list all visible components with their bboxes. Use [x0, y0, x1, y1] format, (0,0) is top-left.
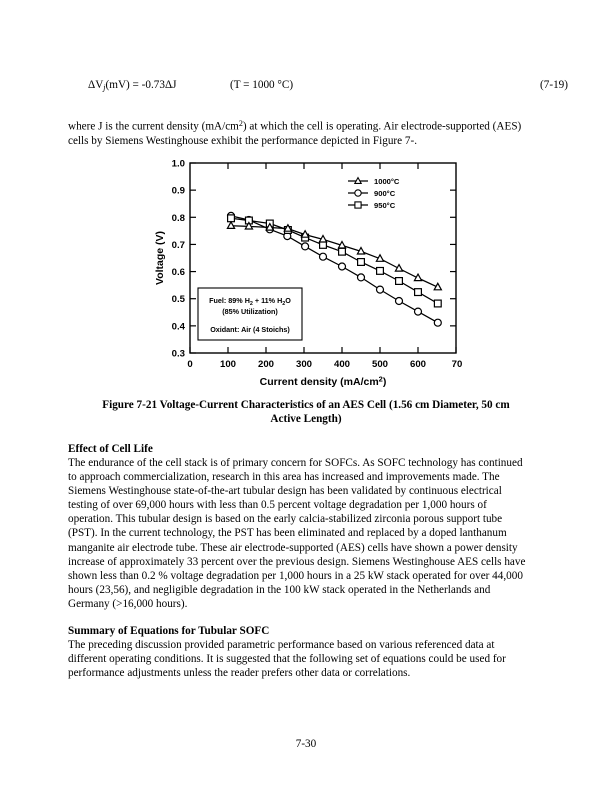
x-tick-label: 500: [371, 359, 389, 370]
y-axis-tick-labels: [172, 159, 186, 360]
section-body-summary-of-equations: The preceding discussion provided parametric performance based on various referenced data at different operating conditions. It is suggested that the following set of equations could be used for performance adjustments unless the reader prefers other data or correlations.: [68, 639, 506, 680]
x-tick-label: 0: [187, 359, 193, 370]
x-tick-label: 300: [295, 359, 313, 370]
legend-label: 950°C: [374, 200, 396, 210]
page-number: 7-30: [295, 738, 317, 750]
chart-legend: [348, 177, 400, 210]
chart-annotation-box: [198, 288, 302, 340]
section-heading-summary-of-equations: Summary of Equations for Tubular SOFC: [68, 625, 270, 637]
y-tick-label: 0.4: [171, 321, 185, 333]
x-tick-label: 100: [219, 359, 237, 370]
legend-label: 900°C: [374, 188, 396, 198]
x-tick-label: 400: [333, 359, 351, 370]
where-clause-superscript: 2: [238, 119, 243, 128]
y-tick-label: 0.5: [171, 294, 185, 306]
where-clause-part-a: where J is the current density (mA/cm: [68, 120, 239, 133]
legend-label: 1000°C: [374, 176, 400, 186]
x-axis-title: Current density $(mA/cm^2)$: [259, 374, 387, 388]
equation-lhs-suffix: (mV) = -0.73ΔJ: [105, 79, 177, 91]
figure-7-21: [150, 155, 462, 392]
paragraph-where-clause: [68, 117, 526, 148]
x-tick-label: 600: [409, 359, 427, 370]
y-axis-title: Voltage (V): [154, 230, 166, 286]
y-tick-label: 0.3: [171, 348, 185, 360]
figure-caption-line-2: Active Length): [270, 413, 342, 426]
y-tick-label: 0.8: [171, 212, 185, 224]
figure-caption: [68, 398, 544, 427]
figure-caption-line-1: Figure 7-21 Voltage-Current Characteristics of an AES Cell (1.56 cm Diameter, 50 cm: [102, 399, 510, 411]
annotation-oxidant-line: Oxidant: Air (4 Stoichs): [210, 325, 290, 334]
page-footer: [0, 738, 612, 750]
x-tick-label: 200: [257, 359, 275, 370]
voltage-current-chart: [150, 155, 462, 392]
equation-lhs-prefix: ΔV: [88, 79, 104, 91]
section-heading-effect-of-cell-life: Effect of Cell Life: [68, 443, 153, 455]
section-body-effect-of-cell-life: The endurance of the cell stack is of primary concern for SOFCs. As SOFC technology has continued to approach commercialization, research in this area has increased and improvements made. The Siemens Westinghouse state-of-the-art tubular design has been validated by continuous electrical testing of over 69,000 hours with less than 0.5 percent voltage degradation per 1,000 hours of operation. This tubular design is based on the early calcia-stabilized zirconia porous support tube (PST). In the current technology, the PST has been eliminated and replaced by a doped lanthanum manganite air electrode tube. These air electrode-supported (AES) cells have shown a power density increase of approximately 33 percent over the previous design. Siemens Westinghouse AES cells have shown less than 0.2 % voltage degradation per 1,000 hours in a 25 kW stack operated for over 44,000 hours (23,56), and negligible degradation in the 100 kW stack operated in the Netherlands and Germany (>16,000 hours).: [68, 457, 526, 610]
where-clause-part-b: ) at which the cell is operating. Air electrode-supported (AES) cells by Siemens Westinghouse exhibit the performance depicted in Figure 7-.: [68, 120, 522, 147]
equation-condition: (T = 1000 °C): [230, 79, 294, 91]
x-tick-label: 70: [451, 359, 462, 370]
equation-number: (7-19): [540, 79, 568, 91]
annotation-fuel-line: Fuel: 89% $H_2 + 11\%$ $H_2O$: [209, 296, 291, 307]
y-tick-label: 1.0: [171, 158, 185, 170]
y-tick-label: 0.9: [171, 185, 185, 197]
y-tick-label: 0.6: [171, 267, 185, 279]
equation-expression: [88, 78, 177, 95]
y-tick-label: 0.7: [171, 239, 185, 251]
equation-lhs-subscript: j: [103, 82, 106, 92]
x-axis-tick-labels: [187, 359, 462, 370]
annotation-utilization-line: (85% Utilization): [222, 307, 278, 316]
